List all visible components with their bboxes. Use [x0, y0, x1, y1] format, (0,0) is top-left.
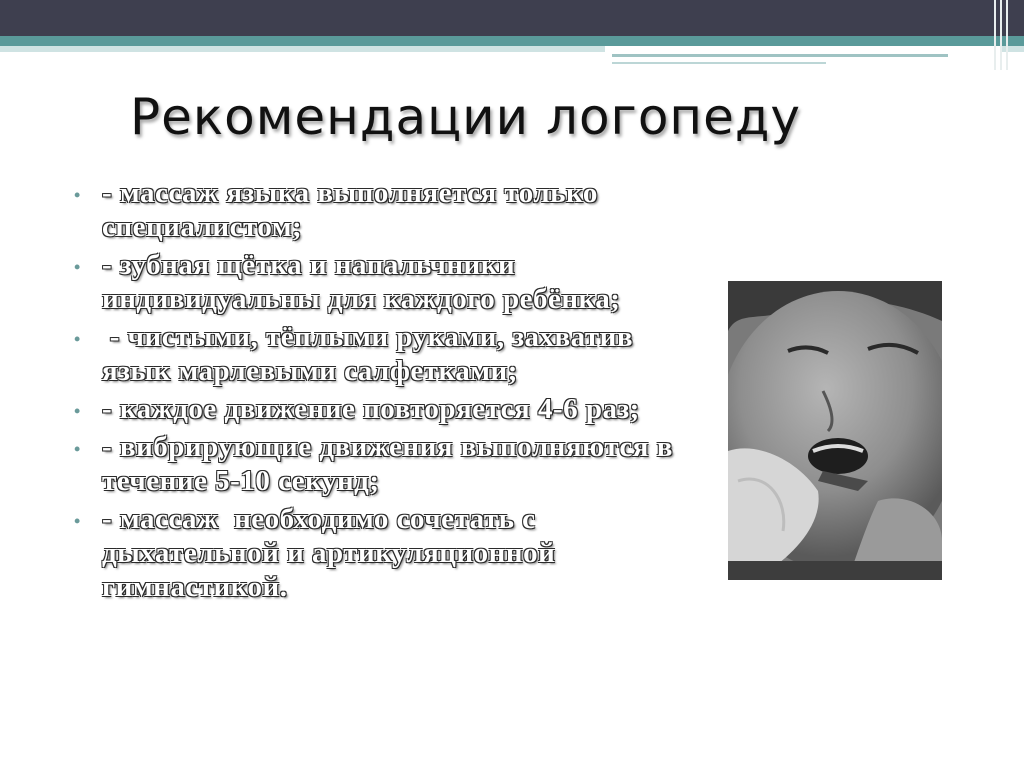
decorative-line	[612, 54, 948, 57]
top-teal-band	[0, 36, 1024, 46]
child-tongue-massage-photo	[728, 281, 942, 580]
decorative-vertical-lines	[990, 0, 1024, 70]
list-item	[72, 392, 682, 426]
bullet-icon: •	[74, 185, 81, 205]
bullet-list	[72, 176, 682, 608]
list-item	[72, 320, 682, 388]
list-item	[72, 176, 682, 244]
bullet-icon: •	[74, 401, 81, 421]
list-item-text: - каждое движение повторяется 4-6 раз;	[102, 393, 640, 425]
list-item-text: - зубная щётка и напальчники индивидуальны для каждого ребёнка;	[102, 249, 621, 315]
bullet-icon: •	[74, 439, 81, 459]
list-item-text: - чистыми, тёплыми руками, захватив язык марлевыми салфетками;	[102, 321, 641, 387]
list-item	[72, 248, 682, 316]
top-dark-band	[0, 0, 1024, 36]
list-item-text: - массаж языка выполняется только специалистом;	[102, 177, 598, 243]
list-item-text: - вибрирующие движения выполняются в течение 5-10 секунд;	[102, 431, 673, 497]
list-item	[72, 502, 682, 604]
top-band-notch	[605, 46, 1000, 68]
bullet-icon: •	[74, 257, 81, 277]
bullet-icon: •	[74, 329, 81, 349]
decorative-line	[612, 62, 826, 64]
bullet-icon: •	[74, 511, 81, 531]
slide-title: Рекомендации логопеду	[130, 88, 802, 146]
list-item-text: - массаж необходимо сочетать с дыхательной и артикуляционной гимнастикой.	[102, 503, 564, 603]
list-item	[72, 430, 682, 498]
